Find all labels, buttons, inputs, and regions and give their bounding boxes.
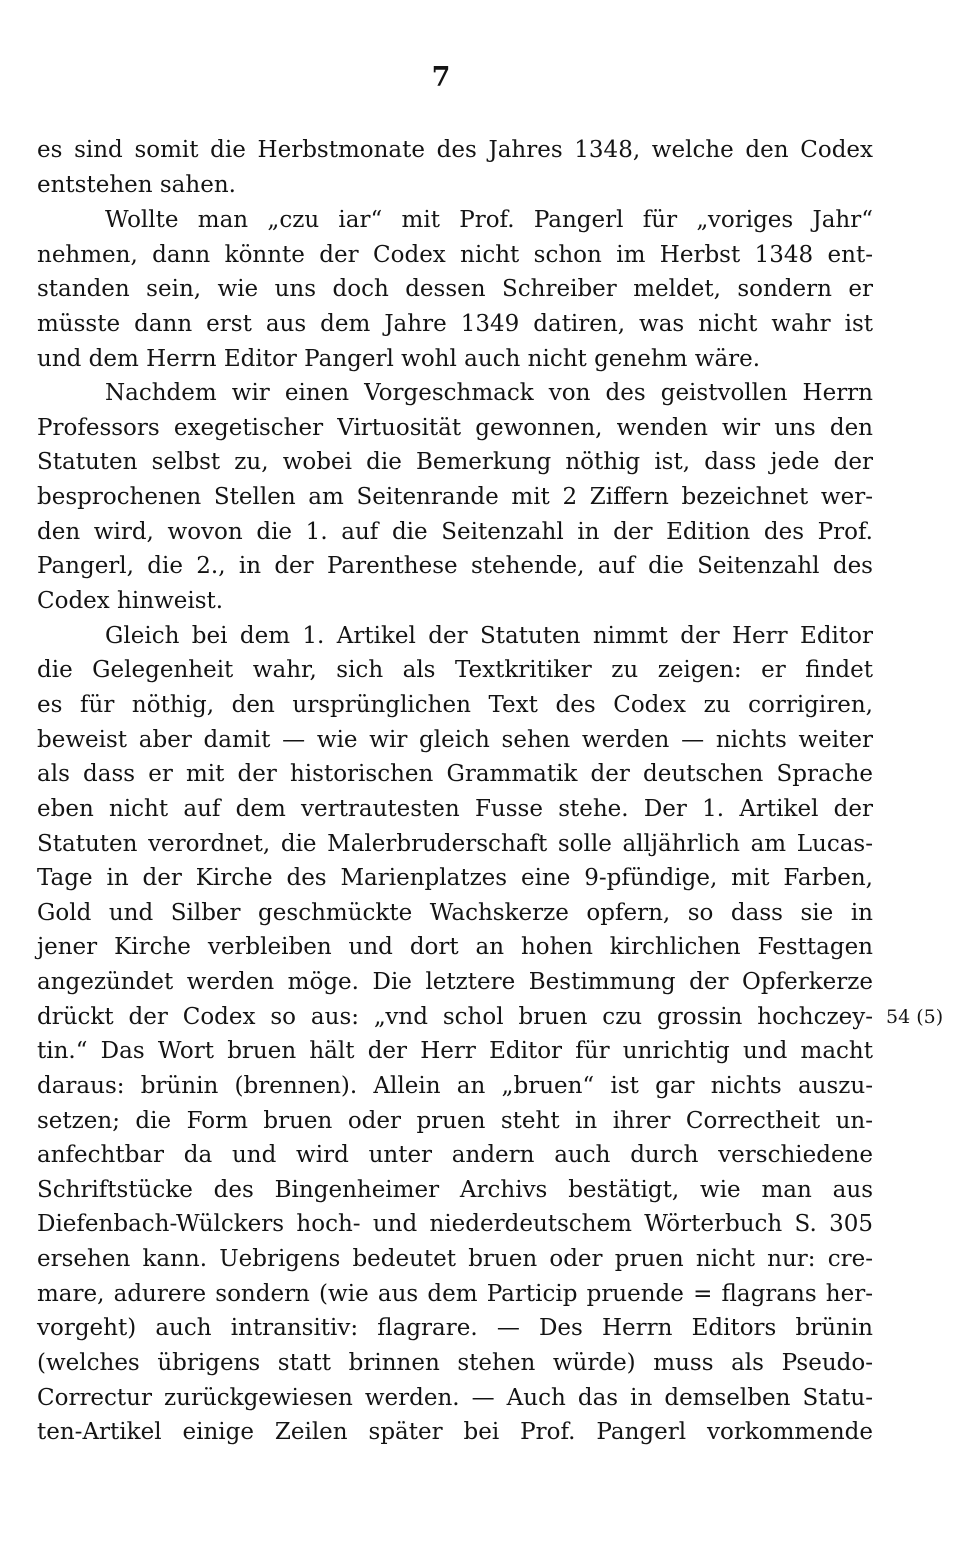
text-line: jener Kirche verbleiben und dort an hohen kirchlichen Festtagen xyxy=(37,934,873,960)
text-line: setzen; die Form bruen oder pruen steht in ihrer Correctheit un- xyxy=(37,1108,873,1134)
text-line: ersehen kann. Uebrigens bedeutet bruen oder pruen nicht nur: cre- xyxy=(37,1246,873,1272)
text-line: müsste dann erst aus dem Jahre 1349 datiren, was nicht wahr ist xyxy=(37,311,873,337)
text-line: Correctur zurückgewiesen werden. — Auch das in demselben Statu- xyxy=(37,1385,873,1411)
text-line: tin.“ Das Wort bruen hält der Herr Editor für unrichtig und macht xyxy=(37,1038,873,1064)
text-line: Nachdem wir einen Vorgeschmack von des geistvollen Herrn xyxy=(105,380,873,406)
text-line: drückt der Codex so aus: „vnd schol bruen czu grossin hochczey- xyxy=(37,1004,873,1030)
text-line: ten-Artikel einige Zeilen später bei Prof. Pangerl vorkommende xyxy=(37,1419,873,1445)
margin-note: 54 (5) xyxy=(886,1006,944,1028)
text-line: nehmen, dann könnte der Codex nicht schon im Herbst 1348 ent- xyxy=(37,242,873,268)
text-line: Tage in der Kirche des Marienplatzes eine 9-pfündige, mit Farben, xyxy=(37,865,873,891)
page-number: 7 xyxy=(431,62,451,93)
text-line: Wollte man „czu iar“ mit Prof. Pangerl für „voriges Jahr“ xyxy=(105,207,873,233)
text-line: und dem Herrn Editor Pangerl wohl auch nicht genehm wäre. xyxy=(37,346,761,372)
text-line: Gold und Silber geschmückte Wachskerze opfern, so dass sie in xyxy=(37,900,873,926)
text-line: mare, adurere sondern (wie aus dem Particip pruende = flagrans her- xyxy=(37,1281,873,1307)
text-line: angezündet werden möge. Die letztere Bestimmung der Opferkerze xyxy=(37,969,873,995)
text-line: es für nöthig, den ursprünglichen Text des Codex zu corrigiren, xyxy=(37,692,873,718)
text-line: Statuten verordnet, die Malerbruderschaft solle alljährlich am Lucas- xyxy=(37,831,873,857)
text-line: daraus: brünin (brennen). Allein an „bruen“ ist gar nichts auszu- xyxy=(37,1073,873,1099)
text-line: anfechtbar da und wird unter andern auch durch verschiedene xyxy=(37,1142,873,1168)
text-line: vorgeht) auch intransitiv: flagrare. — Des Herrn Editors brünin xyxy=(37,1315,873,1341)
text-line: Professors exegetischer Virtuosität gewonnen, wenden wir uns den xyxy=(37,415,873,441)
text-line: Diefenbach-Wülckers hoch- und niederdeutschem Wörterbuch S. 305 xyxy=(37,1211,873,1237)
text-line: beweist aber damit — wie wir gleich sehen werden — nichts weiter xyxy=(37,727,873,753)
text-line: standen sein, wie uns doch dessen Schreiber meldet, sondern er xyxy=(37,276,873,302)
text-line: die Gelegenheit wahr, sich als Textkritiker zu zeigen: er findet xyxy=(37,657,873,683)
text-line: entstehen sahen. xyxy=(37,172,236,198)
text-line: den wird, wovon die 1. auf die Seitenzahl in der Edition des Prof. xyxy=(37,519,873,545)
text-line: Codex hinweist. xyxy=(37,588,224,614)
text-line: (welches übrigens statt brinnen stehen würde) muss als Pseudo- xyxy=(37,1350,873,1376)
text-line: es sind somit die Herbstmonate des Jahres 1348, welche den Codex xyxy=(37,137,873,163)
text-line: besprochenen Stellen am Seitenrande mit 2 Ziffern bezeichnet wer- xyxy=(37,484,873,510)
text-line: Statuten selbst zu, wobei die Bemerkung nöthig ist, dass jede der xyxy=(37,449,873,475)
text-line: Pangerl, die 2., in der Parenthese stehende, auf die Seitenzahl des xyxy=(37,553,873,579)
text-line: als dass er mit der historischen Grammatik der deutschen Sprache xyxy=(37,761,873,787)
text-line: Gleich bei dem 1. Artikel der Statuten nimmt der Herr Editor xyxy=(105,623,873,649)
text-line: Schriftstücke des Bingenheimer Archivs bestätigt, wie man aus xyxy=(37,1177,873,1203)
text-line: eben nicht auf dem vertrautesten Fusse stehe. Der 1. Artikel der xyxy=(37,796,873,822)
